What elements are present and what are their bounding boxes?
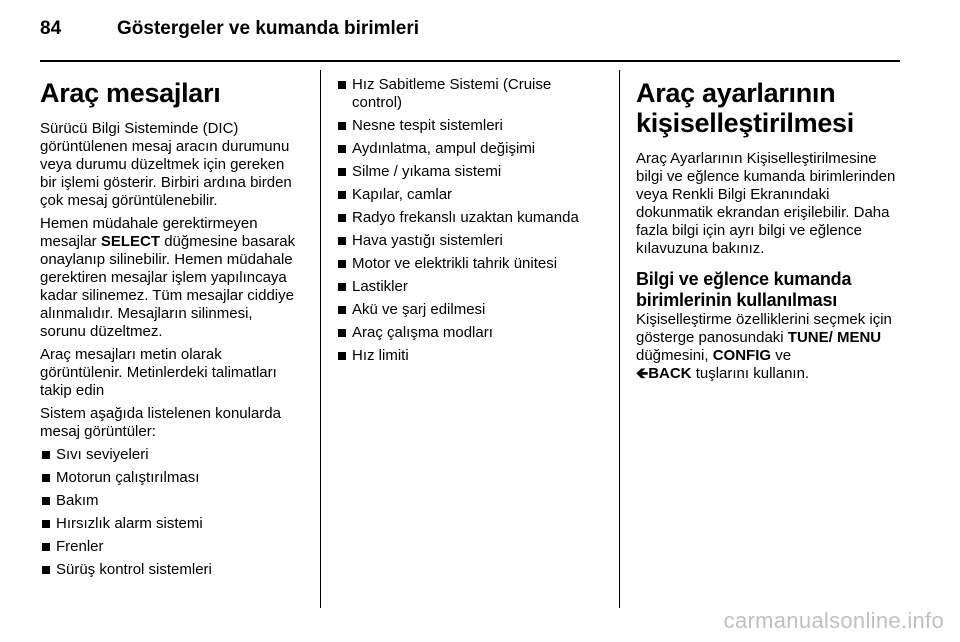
list-item: Hava yastığı sistemleri xyxy=(336,232,602,250)
paragraph: Sistem aşağıda listelenen konularda mesaj görüntüler: xyxy=(40,405,281,440)
paragraph: Sürücü Bilgi Sisteminde (DIC) görüntülenen mesaj aracın durumunu veya durumu düzeltmek için gereken bir işlemi gösterir. Birbiri ardına birden çok mesaj görüntülenebilir. xyxy=(40,120,292,209)
column-divider-1 xyxy=(320,70,321,608)
paragraph: Araç Ayarlarının Kişiselleştirilmesine bilgi ve eğlence kumanda birimlerinden veya Renkli Bilgi Ekranındaki dokunmatik ekrandan erişilebilir. Daha fazla bilgi için ayrı bilgi ve eğlence kılavuzuna bakınız. xyxy=(636,150,896,257)
column-1 xyxy=(40,78,302,584)
list-item: Nesne tespit sistemleri xyxy=(336,117,602,135)
chapter-title: Göstergeler ve kumanda birimleri xyxy=(117,18,420,39)
list-item: Hırsızlık alarm sistemi xyxy=(40,515,302,533)
list-item: Radyo frekanslı uzaktan kumanda xyxy=(336,209,602,227)
list-item: Akü ve şarj edilmesi xyxy=(336,301,602,319)
select-button-label: SELECT xyxy=(100,233,161,250)
list-item: Hız limiti xyxy=(336,347,602,365)
section-heading-vehicle-messages: Araç mesajları xyxy=(40,78,221,108)
column-3 xyxy=(636,78,900,388)
config-button-label: CONFIG xyxy=(712,347,772,364)
list-item: Motorun çalıştırılması xyxy=(40,469,302,487)
message-topics-list xyxy=(40,446,302,579)
list-item: Silme / yıkama sistemi xyxy=(336,163,602,181)
page-number: 84 xyxy=(40,18,62,39)
message-topics-list-continued xyxy=(336,76,602,365)
header-rule xyxy=(40,60,900,62)
tune-menu-button-label: TUNE/ MENU xyxy=(787,329,882,346)
list-item: Sıvı seviyeleri xyxy=(40,446,302,464)
watermark: carmanualsonline.info xyxy=(723,608,944,633)
list-item: Bakım xyxy=(40,492,302,510)
paragraph: Araç mesajları metin olarak görüntülenir. Metinlerdeki talimatları takip edin xyxy=(40,346,277,399)
column-2 xyxy=(336,76,602,370)
paragraph: Kişiselleştirme özelliklerini seçmek için gösterge panosundaki TUNE/ MENU düğmesini, CONFIG ve 🡸BACK tuşlarını kullanın. xyxy=(636,311,892,382)
list-item: Lastikler xyxy=(336,278,602,296)
subsection-heading: Bilgi ve eğlence kumanda birimlerinin kullanılması xyxy=(636,269,852,310)
page-header xyxy=(40,18,900,40)
list-item: Hız Sabitleme Sistemi (Cruise control) xyxy=(336,76,602,112)
list-item: Aydınlatma, ampul değişimi xyxy=(336,140,602,158)
list-item: Frenler xyxy=(40,538,302,556)
column-divider-2 xyxy=(619,70,620,608)
list-item: Kapılar, camlar xyxy=(336,186,602,204)
section-heading-personalization: Araç ayarlarının kişiselleştirilmesi xyxy=(636,78,854,138)
back-arrow-icon: 🡸 xyxy=(636,365,649,382)
paragraph: Hemen müdahale gerektirmeyen mesajlar SELECT düğmesine basarak onaylanıp silinebilir. Hemen müdahale gerektiren mesajlar işlem yapılıncaya kadar silinemez. Tüm mesajlar ciddiye alınmalıdır. Mesajların silinmesi, sorunu düzeltmez. xyxy=(40,215,296,340)
list-item: Motor ve elektrikli tahrik ünitesi xyxy=(336,255,602,273)
list-item: Sürüş kontrol sistemleri xyxy=(40,561,302,579)
list-item: Araç çalışma modları xyxy=(336,324,602,342)
back-button-label: BACK xyxy=(648,365,692,382)
